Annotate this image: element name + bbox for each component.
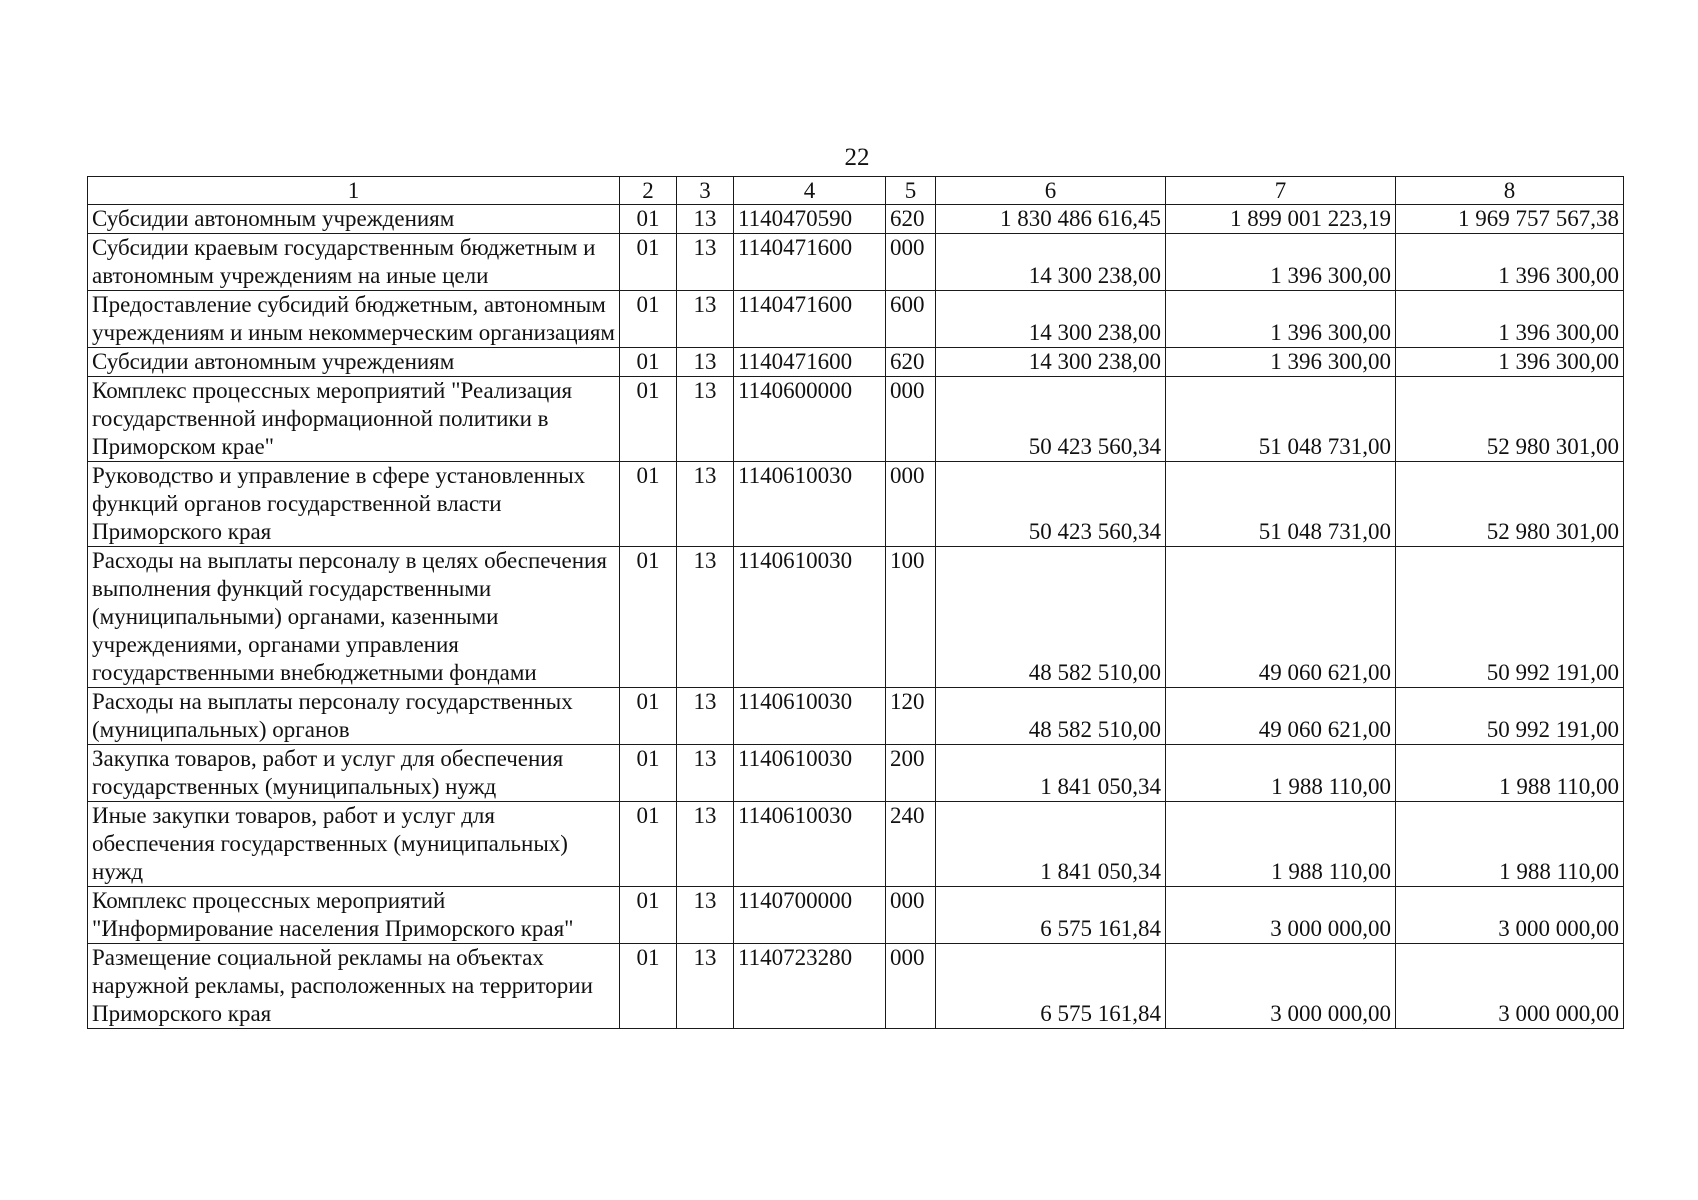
target-article-code: 1140600000 [734, 377, 886, 462]
amount-col-6: 14 300 238,00 [936, 348, 1166, 377]
header-row [88, 177, 1624, 205]
target-article-code: 1140610030 [734, 802, 886, 887]
amount-col-8: 1 988 110,00 [1396, 745, 1624, 802]
column-header: 3 [677, 177, 734, 205]
table-row [88, 462, 1624, 547]
subsection-code: 13 [677, 887, 734, 944]
table-row [88, 205, 1624, 234]
amount-col-6: 50 423 560,34 [936, 377, 1166, 462]
amount-col-8: 1 396 300,00 [1396, 348, 1624, 377]
target-article-code: 1140610030 [734, 745, 886, 802]
table-row [88, 802, 1624, 887]
table-row [88, 688, 1624, 745]
amount-col-6: 1 830 486 616,45 [936, 205, 1166, 234]
amount-col-7: 3 000 000,00 [1166, 944, 1396, 1029]
table-row [88, 944, 1624, 1029]
expense-type-code: 000 [886, 377, 936, 462]
budget-table [87, 176, 1624, 1029]
amount-col-8: 52 980 301,00 [1396, 377, 1624, 462]
amount-col-8: 1 396 300,00 [1396, 291, 1624, 348]
subsection-code: 13 [677, 547, 734, 688]
amount-col-8: 3 000 000,00 [1396, 887, 1624, 944]
table-row [88, 887, 1624, 944]
amount-col-6: 50 423 560,34 [936, 462, 1166, 547]
table-row [88, 547, 1624, 688]
amount-col-6: 14 300 238,00 [936, 234, 1166, 291]
amount-col-7: 1 396 300,00 [1166, 348, 1396, 377]
subsection-code: 13 [677, 205, 734, 234]
amount-col-8: 50 992 191,00 [1396, 547, 1624, 688]
target-article-code: 1140470590 [734, 205, 886, 234]
subsection-code: 13 [677, 745, 734, 802]
row-name: Размещение социальной рекламы на объектах наружной рекламы, расположенных на территории Приморского края [88, 944, 620, 1029]
section-code: 01 [620, 745, 677, 802]
amount-col-8: 1 988 110,00 [1396, 802, 1624, 887]
section-code: 01 [620, 291, 677, 348]
subsection-code: 13 [677, 462, 734, 547]
amount-col-8: 50 992 191,00 [1396, 688, 1624, 745]
section-code: 01 [620, 944, 677, 1029]
page-number: 22 [844, 144, 870, 171]
column-header: 4 [734, 177, 886, 205]
table-row [88, 234, 1624, 291]
amount-col-7: 1 899 001 223,19 [1166, 205, 1396, 234]
table-row [88, 745, 1624, 802]
expense-type-code: 000 [886, 462, 936, 547]
section-code: 01 [620, 802, 677, 887]
target-article-code: 1140471600 [734, 291, 886, 348]
target-article-code: 1140723280 [734, 944, 886, 1029]
amount-col-6: 14 300 238,00 [936, 291, 1166, 348]
table-row [88, 291, 1624, 348]
row-name: Комплекс процессных мероприятий "Информирование населения Приморского края" [88, 887, 620, 944]
expense-type-code: 620 [886, 348, 936, 377]
amount-col-8: 1 969 757 567,38 [1396, 205, 1624, 234]
target-article-code: 1140471600 [734, 234, 886, 291]
column-header: 6 [936, 177, 1166, 205]
table-row [88, 377, 1624, 462]
target-article-code: 1140610030 [734, 462, 886, 547]
amount-col-8: 1 396 300,00 [1396, 234, 1624, 291]
row-name: Комплекс процессных мероприятий "Реализация государственной информационной политики в Приморском крае" [88, 377, 620, 462]
section-code: 01 [620, 234, 677, 291]
target-article-code: 1140610030 [734, 688, 886, 745]
expense-type-code: 100 [886, 547, 936, 688]
target-article-code: 1140610030 [734, 547, 886, 688]
amount-col-6: 1 841 050,34 [936, 745, 1166, 802]
subsection-code: 13 [677, 348, 734, 377]
column-header: 7 [1166, 177, 1396, 205]
amount-col-7: 3 000 000,00 [1166, 887, 1396, 944]
target-article-code: 1140700000 [734, 887, 886, 944]
subsection-code: 13 [677, 944, 734, 1029]
section-code: 01 [620, 688, 677, 745]
amount-col-7: 1 988 110,00 [1166, 802, 1396, 887]
row-name: Расходы на выплаты персоналу государственных (муниципальных) органов [88, 688, 620, 745]
column-header: 2 [620, 177, 677, 205]
amount-col-8: 52 980 301,00 [1396, 462, 1624, 547]
expense-type-code: 000 [886, 234, 936, 291]
expense-type-code: 240 [886, 802, 936, 887]
section-code: 01 [620, 462, 677, 547]
row-name: Иные закупки товаров, работ и услуг для обеспечения государственных (муниципальных) нужд [88, 802, 620, 887]
section-code: 01 [620, 377, 677, 462]
expense-type-code: 200 [886, 745, 936, 802]
amount-col-7: 49 060 621,00 [1166, 547, 1396, 688]
section-code: 01 [620, 348, 677, 377]
amount-col-8: 3 000 000,00 [1396, 944, 1624, 1029]
amount-col-6: 48 582 510,00 [936, 547, 1166, 688]
expense-type-code: 620 [886, 205, 936, 234]
column-header: 5 [886, 177, 936, 205]
row-name: Расходы на выплаты персоналу в целях обеспечения выполнения функций государственными (муниципальными) органами, казенными учреждениями, органами управления государственными внебюджетными фондами [88, 547, 620, 688]
table-row [88, 348, 1624, 377]
expense-type-code: 000 [886, 887, 936, 944]
amount-col-6: 1 841 050,34 [936, 802, 1166, 887]
target-article-code: 1140471600 [734, 348, 886, 377]
expense-type-code: 000 [886, 944, 936, 1029]
amount-col-6: 48 582 510,00 [936, 688, 1166, 745]
row-name: Закупка товаров, работ и услуг для обеспечения государственных (муниципальных) нужд [88, 745, 620, 802]
amount-col-7: 49 060 621,00 [1166, 688, 1396, 745]
amount-col-7: 1 396 300,00 [1166, 291, 1396, 348]
section-code: 01 [620, 205, 677, 234]
amount-col-7: 51 048 731,00 [1166, 462, 1396, 547]
row-name: Субсидии автономным учреждениям [88, 348, 620, 377]
subsection-code: 13 [677, 377, 734, 462]
row-name: Предоставление субсидий бюджетным, автономным учреждениям и иным некоммерческим организациям [88, 291, 620, 348]
amount-col-6: 6 575 161,84 [936, 944, 1166, 1029]
row-name: Руководство и управление в сфере установленных функций органов государственной власти Приморского края [88, 462, 620, 547]
subsection-code: 13 [677, 234, 734, 291]
expense-type-code: 120 [886, 688, 936, 745]
column-header: 1 [88, 177, 620, 205]
subsection-code: 13 [677, 291, 734, 348]
row-name: Субсидии краевым государственным бюджетным и автономным учреждениям на иные цели [88, 234, 620, 291]
subsection-code: 13 [677, 688, 734, 745]
section-code: 01 [620, 887, 677, 944]
amount-col-7: 1 988 110,00 [1166, 745, 1396, 802]
amount-col-7: 1 396 300,00 [1166, 234, 1396, 291]
amount-col-7: 51 048 731,00 [1166, 377, 1396, 462]
subsection-code: 13 [677, 802, 734, 887]
amount-col-6: 6 575 161,84 [936, 887, 1166, 944]
section-code: 01 [620, 547, 677, 688]
expense-type-code: 600 [886, 291, 936, 348]
row-name: Субсидии автономным учреждениям [88, 205, 620, 234]
column-header: 8 [1396, 177, 1624, 205]
